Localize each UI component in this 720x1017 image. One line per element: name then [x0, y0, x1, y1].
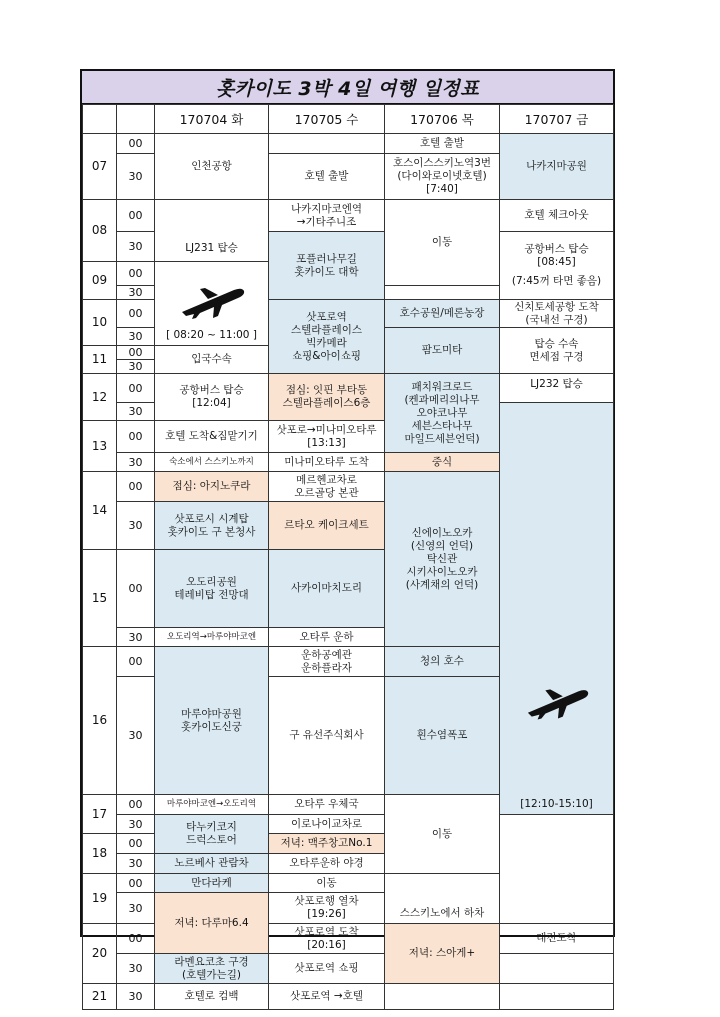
day3-move-1: 이동 — [385, 200, 500, 286]
day1-lj231: LJ231 탑승 — [155, 200, 269, 262]
minute-label: 30 — [117, 893, 155, 924]
day3-dinner: 저녁: 스아게+ — [385, 924, 500, 984]
day2-hotel-depart: 호텔 출발 — [269, 154, 385, 200]
header-day4: 170707 금 — [500, 105, 614, 134]
day1-dinner: 저녁: 다루마6.4 — [155, 893, 269, 954]
hour-label: 11 — [83, 346, 117, 374]
day2-sapporo-arrive: 삿포로역 도착 [20:16] — [269, 924, 385, 954]
day2-nakajima-to-kitajunisha: 나카지마코엔역 →기타주니조 — [269, 200, 385, 232]
hour-label: 16 — [83, 647, 117, 795]
document-title: 홋카이도 3박 4일 여행 일정표 — [82, 71, 613, 104]
day3-lunch: 중식 — [385, 453, 500, 472]
minute-label: 30 — [117, 403, 155, 421]
airplane-icon — [178, 285, 246, 319]
day2-train: 삿포로행 열차 [19:26] — [269, 893, 385, 924]
day3-drop-susukino: 스스키노에서 하차 — [385, 874, 500, 924]
hour-label: 13 — [83, 421, 117, 472]
minute-label: 30 — [117, 628, 155, 647]
day1-norbesa: 노르베사 관람차 — [155, 854, 269, 874]
hour-label: 08 — [83, 200, 117, 262]
day1-odori-to-maruyama: 오도리역→마루야마코엔 — [155, 628, 269, 647]
header-blank-2 — [117, 105, 155, 134]
header-blank-1 — [83, 105, 117, 134]
day1-flight — [155, 262, 269, 346]
minute-label: 30 — [117, 677, 155, 795]
day4-tip: (7:45꺼 타면 좋음) — [511, 275, 602, 287]
day1-odori: 오도리공원 테레비탑 전망대 — [155, 550, 269, 628]
day1-lunch: 점심: 아지노쿠라 — [155, 472, 269, 502]
header-row — [83, 105, 614, 134]
minute-label: 00 — [117, 374, 155, 403]
day4-nakajima-park: 나카지마공원 — [500, 134, 614, 200]
day2-sapporo-shopping: 삿포로역 스텔라플레이스 빅카메라 쇼핑&아이쇼핑 — [269, 300, 385, 374]
day1-incheon: 인천공항 — [155, 134, 269, 200]
day4-new-chitose: 신치토세공항 도착 (국내선 구경) — [500, 300, 614, 328]
day3-move-2: 이동 — [385, 795, 500, 874]
day1-flight-time: [ 08:20 ~ 11:00 ] — [166, 329, 257, 341]
day2-minami-otaru-arrive: 미나미오타루 도착 — [269, 453, 385, 472]
minute-label: 00 — [117, 795, 155, 815]
day1-clock-tower: 삿포로시 시계탑 홋카이도 구 본청사 — [155, 502, 269, 550]
day2-merchen: 메르헨교차로 오르골당 본관 — [269, 472, 385, 502]
minute-label: 00 — [117, 647, 155, 677]
day3-shirahige: 흰수염폭포 — [385, 677, 500, 795]
day3-empty-2130 — [385, 984, 500, 1010]
hour-label: 10 — [83, 300, 117, 346]
minute-label: 00 — [117, 924, 155, 954]
header-day2: 170705 수 — [269, 105, 385, 134]
minute-label: 00 — [117, 346, 155, 360]
day3-lake-park: 호수공원/메론농장 — [385, 300, 500, 328]
day4-lj232: LJ232 탑승 — [500, 374, 614, 403]
hour-label: 09 — [83, 262, 117, 300]
day1-tanukikoji: 타누키코지 드럭스토어 — [155, 815, 269, 854]
day1-immigration: 입국수속 — [155, 346, 269, 374]
day4-checkout: 호텔 체크아웃 — [500, 200, 614, 232]
day4-empty-2130 — [500, 984, 614, 1010]
day2-canal-park: 운하공예관 운하플라자 — [269, 647, 385, 677]
hour-label: 18 — [83, 834, 117, 874]
day4-airport-bus-label: 공항버스 탑승 [08:45] — [524, 243, 589, 268]
minute-label: 30 — [117, 360, 155, 374]
day1-susukino-walk: 숙소에서 스스키노까지 — [155, 453, 269, 472]
day3-shinei: 신에이노오카 (신영의 언덕) 탁신관 시키사이노오카 (사계채의 언덕) — [385, 472, 500, 647]
header-day3: 170706 목 — [385, 105, 500, 134]
day1-maruyama-to-odori: 마루야마코엔→오도리역 — [155, 795, 269, 815]
day1-mandarake: 만다라케 — [155, 874, 269, 893]
hour-label: 07 — [83, 134, 117, 200]
day3-blue-pond: 청의 호수 — [385, 647, 500, 677]
day2-night-canal: 오타루운하 야경 — [269, 854, 385, 874]
day1-hotel-arrive: 호텔 도착&짐맡기기 — [155, 421, 269, 453]
day2-old-yusen: 구 유선주식회사 — [269, 677, 385, 795]
itinerary-sheet — [80, 69, 615, 1003]
hour-label: 19 — [83, 874, 117, 924]
day1-hotel-return: 호텔로 컴백 — [155, 984, 269, 1010]
day4-flight-time: [12:10-15:10] — [520, 798, 593, 810]
day1-maruyama: 마루야마공원 홋카이도신궁 — [155, 647, 269, 795]
day2-otaru-canal: 오타루 운하 — [269, 628, 385, 647]
minute-label: 00 — [117, 834, 155, 854]
minute-label: 30 — [117, 453, 155, 472]
day2-letao: 르타오 케이크세트 — [269, 502, 385, 550]
day4-empty-2030 — [500, 954, 614, 984]
day2-move: 이동 — [269, 874, 385, 893]
hour-label: 15 — [83, 550, 117, 647]
hour-label: 21 — [83, 984, 117, 1010]
hour-label: 14 — [83, 472, 117, 550]
day3-hotel-depart: 호텔 출발 — [385, 134, 500, 154]
hour-label: 17 — [83, 795, 117, 834]
minute-label: 30 — [117, 286, 155, 300]
schedule-table — [82, 104, 614, 1010]
minute-label: 00 — [117, 874, 155, 893]
minute-label: 30 — [117, 815, 155, 834]
minute-label: 00 — [117, 472, 155, 502]
day2-post-office: 오타루 우체국 — [269, 795, 385, 815]
day1-ramen-alley: 라멘요코초 구경 (호텔가는길) — [155, 954, 269, 984]
header-day1: 170704 화 — [155, 105, 269, 134]
minute-label: 30 — [117, 328, 155, 346]
minute-label: 30 — [117, 854, 155, 874]
day4-boarding: 탑승 수속 면세점 구경 — [500, 328, 614, 374]
minute-label: 00 — [117, 134, 155, 154]
day3-patchwork: 패치워크로드 (켄과메리의나무 오야코나무 세븐스타나무 마일드세븐언덕) — [385, 374, 500, 453]
day1-airport-bus: 공항버스 탑승 [12:04] — [155, 374, 269, 421]
minute-label: 00 — [117, 200, 155, 232]
day4-daejeon-arrive: 대전도착 — [500, 924, 614, 954]
day2-lunch: 점심: 잇핀 부타동 스텔라플레이스6층 — [269, 374, 385, 421]
minute-label: 30 — [117, 154, 155, 200]
day2-to-hotel: 삿포로역 →호텔 — [269, 984, 385, 1010]
day3-farm-tomita: 팜도미타 — [385, 328, 500, 374]
day2-sapporo-shop2: 삿포로역 쇼핑 — [269, 954, 385, 984]
day2-dinner: 저녁: 맥주창고No.1 — [269, 834, 385, 854]
day4-flight — [500, 403, 614, 815]
hour-label: 12 — [83, 374, 117, 421]
day2-irounai: 이로나이교차로 — [269, 815, 385, 834]
hour-label: 20 — [83, 924, 117, 984]
minute-label: 00 — [117, 550, 155, 628]
minute-label: 30 — [117, 984, 155, 1010]
day2-empty-0700 — [269, 134, 385, 154]
minute-label: 00 — [117, 421, 155, 453]
minute-label: 30 — [117, 502, 155, 550]
day2-poplar: 포플러나무길 홋카이도 대학 — [269, 232, 385, 300]
day4-airport-bus — [500, 232, 614, 300]
minute-label: 00 — [117, 300, 155, 328]
minute-label: 30 — [117, 954, 155, 984]
day3-susukino-exit: 호스이스스키노역3번 (다이와로이넷호텔) [7:40] — [385, 154, 500, 200]
minute-label: 30 — [117, 232, 155, 262]
minute-label: 00 — [117, 262, 155, 286]
day2-sapporo-to-minami-otaru: 삿포로→미나미오타루 [13:13] — [269, 421, 385, 453]
airplane-icon — [524, 686, 590, 720]
day2-sakaimachi: 사카이마치도리 — [269, 550, 385, 628]
